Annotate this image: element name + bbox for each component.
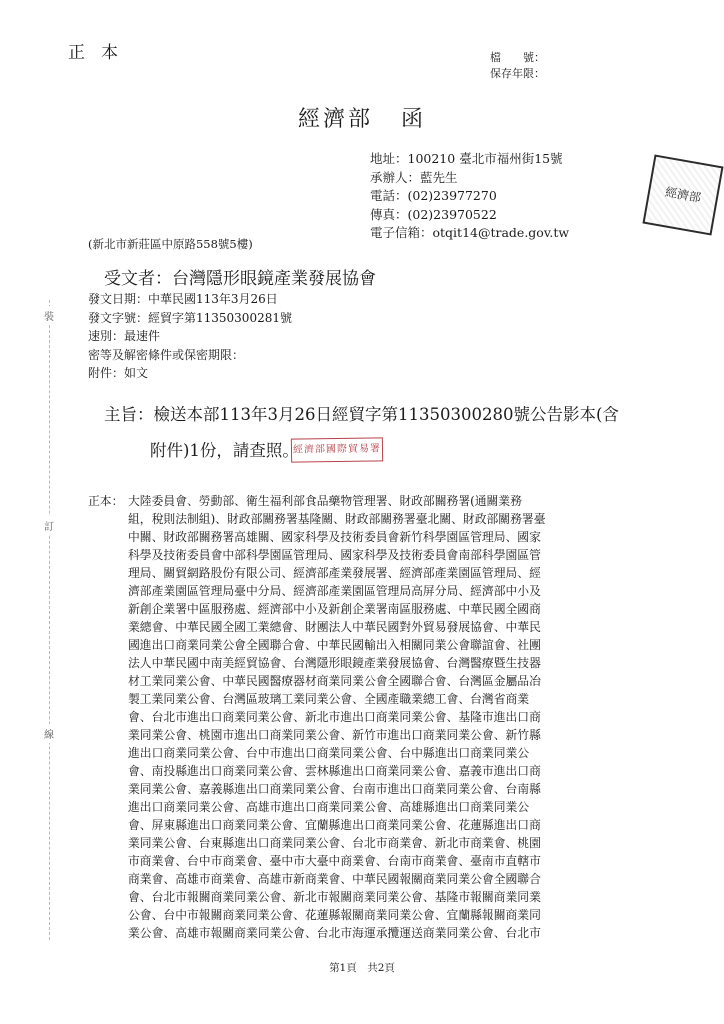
binding-seal-label: 裝 [43,306,55,325]
page-number: 第1頁 共2頁 [329,962,395,974]
distribution-line: 市商業會、台中市商業會、臺中市大臺中商業會、台南市商業會、臺南市直轄市 [128,854,541,868]
binding-line [49,300,50,940]
distribution-line: 濟部產業園區管理局臺中分局、經濟部產業園區管理局高屏分局、經濟部中小及 [128,584,541,598]
distribution-line: 法人中華民國中南美經貿協會、台灣隱形眼鏡產業發展協會、台灣醫療暨生技器 [128,656,541,670]
issuer-name: 經濟部 [297,107,373,132]
distribution-line: 會、南投縣進出口商業同業公會、雲林縣進出口商業同業公會、嘉義市進出口商 [128,764,541,778]
distribution-line: 理局、關貿網路股份有限公司、經濟部產業發展署、經濟部產業園區管理局、經 [128,566,541,580]
distribution-line: 會、台北市報關商業同業公會、新北市報關商業同業公會、基隆市報關商業同業 [128,890,541,904]
recipient: 受文者：台灣隱形眼鏡產業發展協會 [104,269,376,289]
document-title [0,102,724,133]
distribution-line: 新創企業署中區服務處、經濟部中小及新創企業署南區服務處、中華民國全國商 [128,602,541,616]
contact-handler: 承辦人：藍先生 [370,169,458,185]
distribution-line: 中關、財政部關務署高雄關、國家科學及技術委員會新竹科學園區管理局、國家 [128,530,541,544]
distribution-line: 會、屏東縣進出口商業同業公會、宜蘭縣進出口商業同業公會、花蓮縣進出口商 [128,818,541,832]
speed-class: 速別：最速件 [88,329,161,343]
attachment-note: 附件：如文 [88,366,149,380]
copy-mark: 正本 [68,43,134,63]
distribution-line: 會、台北市進出口商業同業公會、新北市進出口商業同業公會、基隆市進出口商 [128,710,541,724]
distribution-line: 材工業同業公會、中華民國醫療器材商業同業公會全國聯合會、台灣區金屬品冶 [128,674,541,688]
retention-label: 保存年限： [490,67,545,80]
copy-stamp: 經濟部國際貿易署 [291,437,383,462]
distribution-line: 組，稅則法制組)、財政部關務署基隆關、財政部關務署臺北關、財政部關務署臺 [128,512,546,526]
distribution-line: 國進出口商業同業公會全國聯合會、中華民國輸出入相關同業公會聯誼會、社團 [128,638,541,652]
contact-address: 地址：100210 臺北市福州街15號 [370,151,563,166]
document-type: 函 [401,107,427,132]
corner-seal-stamp: 經濟部 [642,154,723,235]
subject-line-1: 主旨：檢送本部113年3月26日經貿字第11350300280號公告影本(含 [104,405,619,424]
distribution-line: 進出口商業同業公會、高雄市進出口商業同業公會、高雄縣進出口商業同業公 [128,800,530,814]
file-number-label: 檔 號： [490,51,545,64]
distribution-line: 公會、台中市報關商業同業公會、花蓮縣報關商業同業公會、宜蘭縣報關商業同 [128,908,541,922]
distribution-line: 進出口商業同業公會、台中市進出口商業同業公會、台中縣進出口商業同業公 [128,746,530,760]
reference-number: 發文字號：經貿字第11350300281號 [88,310,292,325]
distribution-line: 大陸委員會、勞動部、衛生福利部食品藥物管理署、財政部關務署(通關業務 [128,494,522,508]
recipient-address: (新北市新莊區中原路558號5樓) [88,237,253,251]
contact-fax: 傳真：(02)23970522 [370,206,497,222]
binding-line-label: 線 [43,724,55,743]
contact-phone: 電話：(02)23977270 [370,188,497,203]
contact-block [370,150,569,243]
distribution-line: 業同業公會、台東縣進出口商業同業公會、台北市商業會、新北市商業會、桃園 [128,836,541,850]
distribution-label: 正本： [88,494,124,508]
distribution-line: 科學及技術委員會中部科學園區管理局、國家科學及技術委員會南部科學園區管 [128,548,541,562]
distribution-line: 業同業公會、嘉義縣進出口商業同業公會、台南市進出口商業同業公會、台南縣 [128,782,541,796]
distribution-line: 製工業同業公會、台灣區玻璃工業同業公會、全國產職業總工會、台灣省商業 [128,692,530,706]
distribution-line: 業公會、高雄市報關商業同業公會、台北市海運承攬運送商業同業公會、台北市 [128,926,541,940]
subject-line-2: 附件)1份，請查照。 [150,441,299,460]
issue-date: 發文日期：中華民國113年3月26日 [88,292,278,306]
distribution-list [128,492,636,942]
file-meta [490,50,545,82]
distribution-line: 業同業公會、桃園市進出口商業同業公會、新竹市進出口商業同業公會、新竹縣 [128,728,541,742]
document-meta [88,290,292,383]
contact-email: 電子信箱：otqit14@trade.gov.tw [370,225,570,240]
distribution-line: 商業會、高雄市商業會、高雄市新商業會、中華民國報關商業同業公會全國聯合 [128,872,541,886]
binding-bind-label: 訂 [43,516,55,535]
security-level: 密等及解密條件或保密期限： [88,347,245,362]
distribution-line: 業總會、中華民國全國工業總會、財團法人中華民國對外貿易發展協會、中華民 [128,620,541,634]
